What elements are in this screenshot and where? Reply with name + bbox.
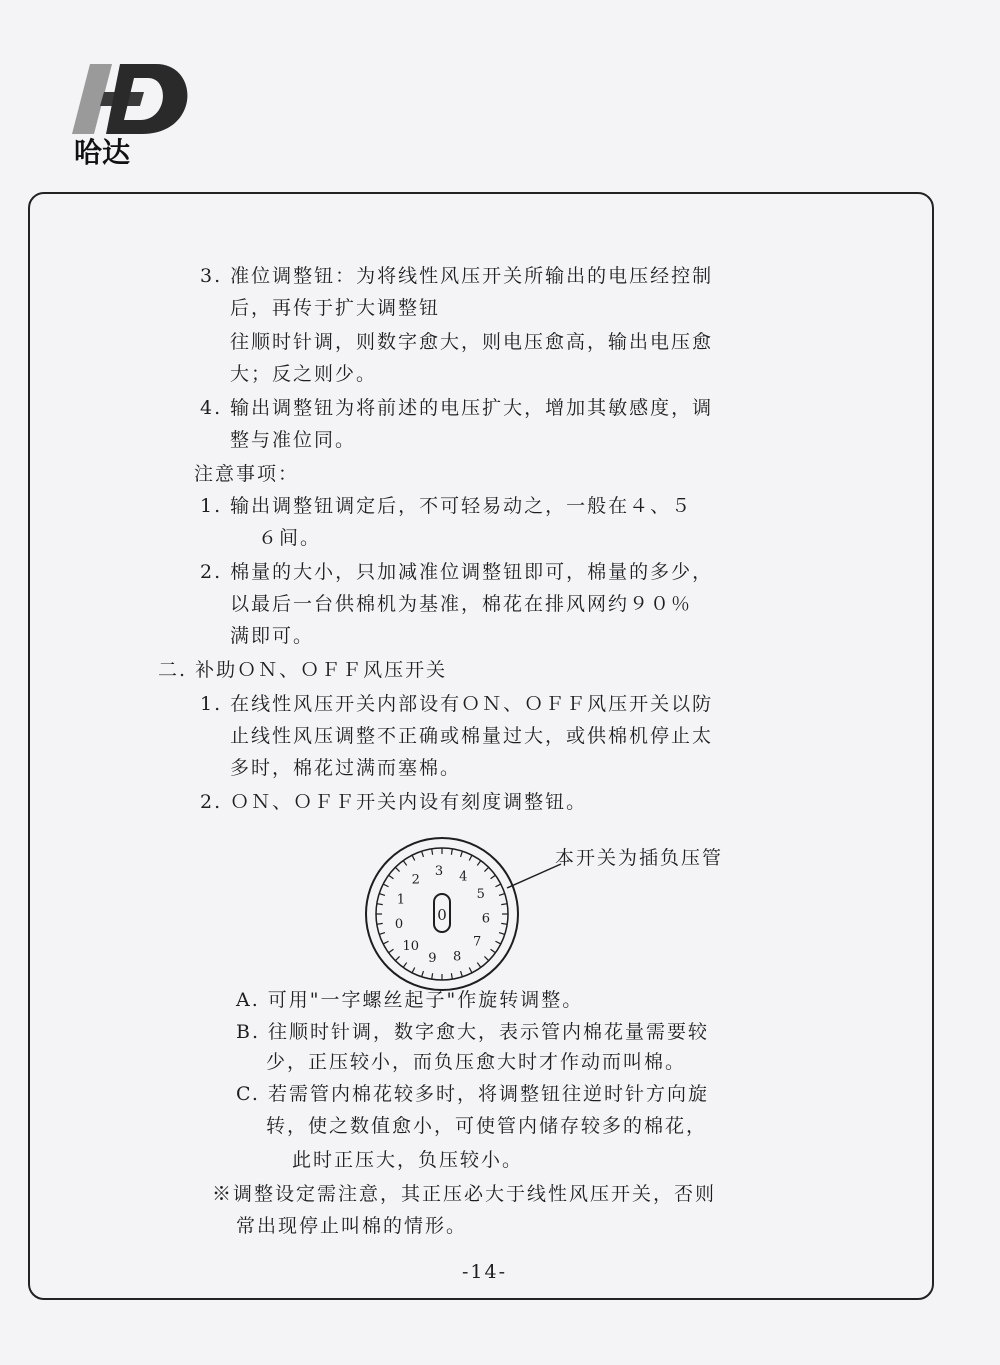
remark-line2: 常出现停止叫棉的情形。 (236, 1215, 468, 1237)
dial-tick (379, 894, 385, 896)
dial-tick (412, 967, 415, 972)
sub-b-line2: 少，正压较小，而负压愈大时才作动而叫棉。 (266, 1051, 687, 1073)
company-logo (72, 62, 192, 172)
dial-tick (395, 956, 399, 960)
sub-c-line3: 此时正压大，负压较小。 (292, 1149, 524, 1171)
dial-tick (495, 941, 500, 944)
dial-tick (395, 867, 399, 871)
page-number: -14- (462, 1261, 508, 1283)
section2-item1-line1: 1. 在线性风压开关内部设有ＯＮ、ＯＦＦ风压开关以防 (200, 693, 714, 715)
sub-c-line1: C. 若需管内棉花较多时，将调整钮往逆时针方向旋 (236, 1083, 709, 1105)
dial-tick (383, 941, 388, 944)
note1-line1: 1. 输出调整钮调定后，不可轻易动之，一般在４、５ (200, 495, 693, 517)
section2-item1-line3: 多时，棉花过满而塞棉。 (230, 757, 462, 779)
dial-tick (422, 971, 424, 977)
dial-tick (461, 971, 463, 977)
item4-line2: 整与准位同。 (230, 429, 357, 451)
note2-line2: 以最后一台供棉机为基准，棉花在排风网约９０％ (230, 593, 693, 615)
dial-tick (495, 884, 500, 887)
dial-number: 8 (453, 949, 462, 965)
item4-line1: 4. 输出调整钮为将前述的电压扩大，增加其敏感度，调 (200, 397, 714, 419)
dial-tick (432, 849, 433, 855)
dial-number: 1 (396, 892, 405, 908)
item3-line2: 后，再传于扩大调整钮 (230, 297, 441, 319)
dial-tick (422, 851, 424, 857)
dial-tick (484, 867, 488, 871)
dial-tick (403, 861, 407, 866)
dial-tick (484, 956, 488, 960)
notes-title: 注意事项： (194, 463, 300, 485)
dial-center-label: 0 (437, 906, 447, 924)
item3-line4: 大；反之则少。 (230, 363, 378, 385)
dial-diagram (362, 834, 522, 994)
dial-tick (491, 949, 496, 953)
dial-tick (389, 949, 394, 953)
dial-tick (412, 855, 415, 860)
remark-line1: ※调整设定需注意，其正压必大于线性风压开关，否则 (212, 1183, 717, 1205)
dial-tick (383, 884, 388, 887)
sub-b-line1: B. 往顺时针调，数字愈大，表示管内棉花量需要较 (236, 1021, 710, 1043)
dial-tick (499, 894, 505, 896)
dial-tick (403, 963, 407, 968)
dial-tick (451, 849, 452, 855)
dial-tick (469, 855, 472, 860)
dial-tick (491, 875, 496, 879)
item3-line1: 3. 准位调整钮：为将线性风压开关所输出的电压经控制 (200, 265, 714, 287)
dial-number: 5 (476, 887, 485, 903)
dial-number: 9 (428, 950, 437, 966)
dial-number: 4 (459, 869, 468, 885)
dial-number: 7 (472, 934, 482, 950)
dial-tick (389, 875, 394, 879)
section2-item2-line1: 2. ＯＮ、ＯＦＦ开关内设有刻度调整钮。 (200, 791, 588, 813)
note1-line2: ６间。 (258, 527, 322, 549)
dial-tick (499, 933, 505, 935)
dial-number: 6 (481, 911, 491, 927)
item3-line3: 往顺时针调，则数字愈大，则电压愈高，输出电压愈 (230, 331, 714, 353)
section2-item1-line2: 止线性风压调整不正确或棉量过大，或供棉机停止太 (230, 725, 714, 747)
note2-line1: 2. 棉量的大小，只加减准位调整钮即可，棉量的多少， (200, 561, 714, 583)
dial-label: 本开关为插负压管 (555, 847, 724, 869)
section2-title: 二. 补助ＯＮ、ＯＦＦ风压开关 (158, 659, 448, 681)
dial-tick (501, 904, 507, 905)
dial-number: 2 (411, 872, 420, 888)
dial-tick (451, 973, 452, 979)
dial-tick (379, 933, 385, 935)
dial-tick (377, 923, 383, 924)
dial-tick (461, 851, 463, 857)
logo-text: 哈达 (74, 136, 131, 169)
dial-tick (377, 904, 383, 905)
dial-tick (501, 923, 507, 924)
dial-number: 3 (434, 864, 444, 880)
dial-tick (477, 861, 481, 866)
note2-line3: 满即可。 (230, 625, 315, 647)
dial-number: 0 (394, 917, 404, 933)
sub-a-line1: A. 可用"一字螺丝起子"作旋转调整。 (236, 989, 584, 1011)
dial-tick (432, 973, 433, 979)
dial-tick (469, 967, 472, 972)
dial-tick (477, 963, 481, 968)
dial-number: 10 (402, 938, 420, 954)
sub-c-line2: 转，使之数值愈小，可使管内储存较多的棉花， (266, 1115, 708, 1137)
